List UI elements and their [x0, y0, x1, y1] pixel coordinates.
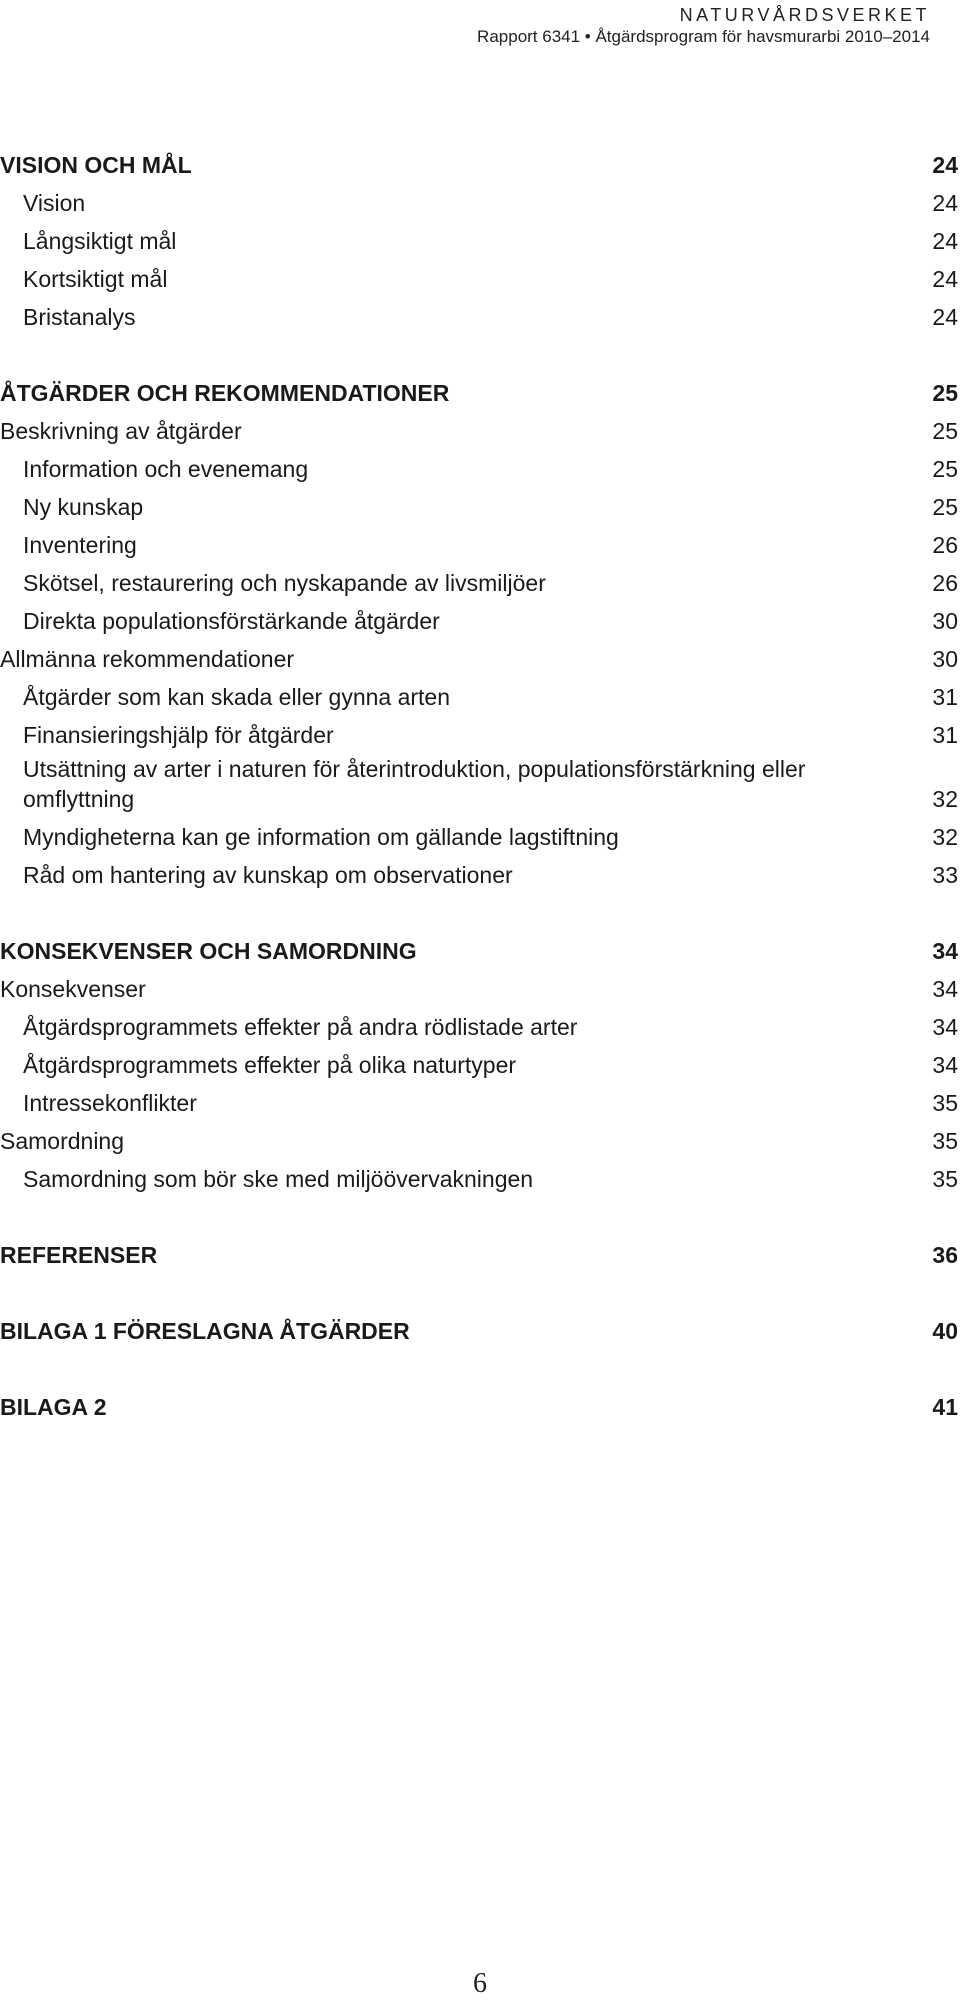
toc-entry-page: 33	[932, 862, 958, 888]
toc-entry-page: 24	[932, 266, 958, 292]
toc-entry-page: 34	[932, 1014, 958, 1040]
toc-entry-page: 32	[932, 824, 958, 850]
toc-entry-page: 41	[932, 1394, 958, 1420]
toc-entry-label: Myndigheterna kan ge information om gällande lagstiftning	[23, 824, 619, 850]
toc-entry-label: Inventering	[23, 532, 137, 558]
toc-section[interactable]	[0, 146, 958, 184]
toc-entry[interactable]	[0, 640, 958, 678]
report-title: Rapport 6341 • Åtgärdsprogram för havsmurarbi 2010–2014	[477, 27, 930, 46]
toc-entry-page: 35	[932, 1166, 958, 1192]
toc-section[interactable]	[0, 1236, 958, 1274]
toc-entry-label: Information och evenemang	[23, 456, 309, 482]
toc-entry[interactable]	[0, 678, 958, 716]
toc-entry-label: KONSEKVENSER OCH SAMORDNING	[0, 938, 417, 964]
toc-entry[interactable]	[0, 526, 958, 564]
toc-entry-page: 24	[932, 152, 958, 178]
toc-entry-page: 34	[932, 1052, 958, 1078]
toc-entry[interactable]	[0, 1046, 958, 1084]
toc-entry-label: Åtgärdsprogrammets effekter på andra rödlistade arter	[23, 1014, 578, 1040]
toc-entry[interactable]	[0, 564, 958, 602]
toc-entry[interactable]	[0, 1084, 958, 1122]
toc-entry-label: VISION OCH MÅL	[0, 152, 192, 178]
toc-entry-page: 30	[932, 646, 958, 672]
toc-entry-page: 24	[932, 190, 958, 216]
toc-section[interactable]	[0, 1388, 958, 1426]
page-number: 6	[473, 1968, 487, 1999]
toc-entry-label: Råd om hantering av kunskap om observationer	[23, 862, 513, 888]
toc-entry-page: 25	[932, 456, 958, 482]
toc-entry-label: Intressekonflikter	[23, 1090, 197, 1116]
toc-entry[interactable]	[0, 716, 958, 754]
toc-entry-label: Finansieringshjälp för åtgärder	[23, 722, 334, 748]
toc-entry-page: 35	[932, 1090, 958, 1116]
toc-entry-label: Långsiktigt mål	[23, 228, 177, 254]
toc-entry-label: Allmänna rekommendationer	[0, 646, 295, 672]
toc-entry[interactable]	[0, 754, 958, 818]
toc-entry[interactable]	[0, 1122, 958, 1160]
publisher-name: NATURVÅRDSVERKET	[679, 5, 930, 25]
toc-entry-label: Kortsiktigt mål	[23, 266, 168, 292]
toc-entry[interactable]	[0, 1008, 958, 1046]
toc-entry-page: 34	[932, 938, 958, 964]
toc-entry[interactable]	[0, 260, 958, 298]
toc-section[interactable]	[0, 1312, 958, 1350]
toc-entry-label: Vision	[23, 190, 86, 216]
toc-entry[interactable]	[0, 1160, 958, 1198]
toc-entry-page: 24	[932, 228, 958, 254]
toc-entry-label: Åtgärder som kan skada eller gynna arten	[23, 684, 451, 710]
toc-entry-page: 25	[932, 418, 958, 444]
running-header	[477, 4, 930, 48]
toc-entry-page: 25	[932, 380, 958, 406]
toc-entry-page: 40	[932, 1318, 958, 1344]
toc-entry-label: Åtgärdsprogrammets effekter på olika naturtyper	[23, 1052, 517, 1078]
toc-entry-label: REFERENSER	[0, 1242, 158, 1268]
toc-entry[interactable]	[0, 450, 958, 488]
toc-entry-label: BILAGA 2	[0, 1394, 107, 1420]
toc-entry[interactable]	[0, 298, 958, 336]
toc-entry-page: 36	[932, 1242, 958, 1268]
toc-entry-page: 31	[932, 684, 958, 710]
toc-entry-page: 25	[932, 494, 958, 520]
toc-entry[interactable]	[0, 184, 958, 222]
toc-entry-label: BILAGA 1 FÖRESLAGNA ÅTGÄRDER	[0, 1318, 410, 1344]
toc-entry-page: 32	[932, 786, 958, 812]
toc-entry[interactable]	[0, 970, 958, 1008]
toc-entry-label: Utsättning av arter i naturen för återintroduktion, populationsförstärkning eller omflyttning	[23, 756, 806, 812]
toc-entry[interactable]	[0, 602, 958, 640]
toc-entry[interactable]	[0, 818, 958, 856]
toc-entry-label: Skötsel, restaurering och nyskapande av livsmiljöer	[23, 570, 546, 596]
toc-entry-label: Ny kunskap	[23, 494, 144, 520]
toc-entry-page: 35	[932, 1128, 958, 1154]
toc-entry-page: 30	[932, 608, 958, 634]
toc-entry-page: 24	[932, 304, 958, 330]
toc-entry[interactable]	[0, 222, 958, 260]
toc-entry-label: Samordning som bör ske med miljöövervakningen	[23, 1166, 534, 1192]
toc-entry-page: 34	[932, 976, 958, 1002]
toc-entry-label: Samordning	[0, 1128, 125, 1154]
toc-entry-label: Beskrivning av åtgärder	[0, 418, 242, 444]
toc-entry[interactable]	[0, 856, 958, 894]
toc-entry-label: Bristanalys	[23, 304, 136, 330]
toc-entry-page: 26	[932, 570, 958, 596]
toc-entry-label: Konsekvenser	[0, 976, 146, 1002]
toc-section[interactable]	[0, 932, 958, 970]
toc-entry-page: 26	[932, 532, 958, 558]
toc-entry-label: Direkta populationsförstärkande åtgärder	[23, 608, 440, 634]
toc-entry-page: 31	[932, 722, 958, 748]
table-of-contents	[0, 146, 958, 1426]
toc-entry[interactable]	[0, 412, 958, 450]
toc-section[interactable]	[0, 374, 958, 412]
toc-entry-label: ÅTGÄRDER OCH REKOMMENDATIONER	[0, 380, 450, 406]
toc-entry[interactable]	[0, 488, 958, 526]
